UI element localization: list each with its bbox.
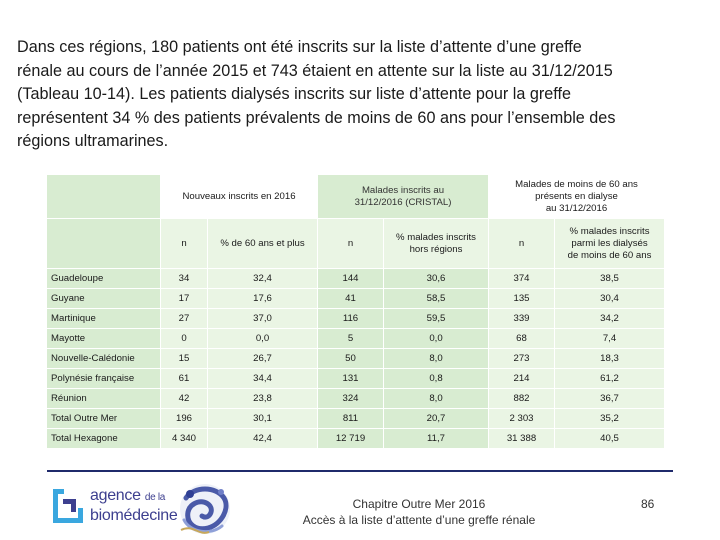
table-cell: 5 — [318, 329, 383, 348]
table-cell: 196 — [161, 409, 207, 428]
table-cell: 116 — [318, 309, 383, 328]
table-cell: 15 — [161, 349, 207, 368]
row-label: Nouvelle-Calédonie — [47, 349, 160, 368]
registration-table — [46, 174, 662, 449]
table-cell: 23,8 — [208, 389, 317, 408]
table-cell: 17 — [161, 289, 207, 308]
group-header-registered: Malades inscrits au 31/12/2016 (CRISTAL) — [318, 175, 488, 218]
table-row — [47, 289, 664, 308]
table-row — [47, 269, 664, 288]
logo-word-biomedecine: biomédecine — [90, 507, 178, 524]
table-cell: 32,4 — [208, 269, 317, 288]
table-cell: 59,5 — [384, 309, 488, 328]
table-cell: 35,2 — [555, 409, 664, 428]
table-cell: 27 — [161, 309, 207, 328]
table-cell: 38,5 — [555, 269, 664, 288]
table-cell: 36,7 — [555, 389, 664, 408]
table-cell: 26,7 — [208, 349, 317, 368]
table-cell: 34,4 — [208, 369, 317, 388]
table-cell: 37,0 — [208, 309, 317, 328]
table-cell: 20,7 — [384, 409, 488, 428]
table-row — [47, 329, 664, 348]
table-cell: 34 — [161, 269, 207, 288]
logo-word-de-la: de la — [144, 492, 166, 503]
logo-mark-icon — [50, 487, 86, 525]
footer-caption — [260, 496, 578, 528]
table-cell: 11,7 — [384, 429, 488, 448]
column-header: n — [318, 219, 383, 268]
agence-biomedecine-logo — [50, 483, 182, 529]
column-header: % malades inscrits hors régions — [384, 219, 488, 268]
intro-line: régions ultramarines. — [17, 132, 169, 150]
table-cell: 40,5 — [555, 429, 664, 448]
table-cell: 131 — [318, 369, 383, 388]
column-header: n — [489, 219, 554, 268]
table-row — [47, 409, 664, 428]
intro-line: Dans ces régions, 180 patients ont été inscrits sur la liste d’attente d’une greffe — [17, 38, 582, 56]
table-cell: 811 — [318, 409, 383, 428]
table-cell: 34,2 — [555, 309, 664, 328]
row-label: Total Hexagone — [47, 429, 160, 448]
table-cell: 12 719 — [318, 429, 383, 448]
intro-line: représentent 34 % des patients prévalents de moins de 60 ans pour l’ensemble des — [17, 108, 616, 127]
group-header-new: Nouveaux inscrits en 2016 — [161, 175, 317, 218]
table-cell: 61 — [161, 369, 207, 388]
column-header: % de 60 ans et plus — [208, 219, 317, 268]
footer-chapter: Chapitre Outre Mer 2016 — [352, 497, 486, 511]
column-header: % malades inscrits parmi les dialysés de moins de 60 ans — [555, 219, 664, 268]
table-row — [47, 389, 664, 408]
table-cell: 7,4 — [555, 329, 664, 348]
table-cell: 2 303 — [489, 409, 554, 428]
table-cell: 882 — [489, 389, 554, 408]
table-row — [47, 369, 664, 388]
row-label: Guyane — [47, 289, 160, 308]
page-number: 86 — [641, 497, 655, 511]
row-label: Polynésie française — [47, 369, 160, 388]
table-cell: 30,1 — [208, 409, 317, 428]
table-cell: 144 — [318, 269, 383, 288]
table-cell: 50 — [318, 349, 383, 368]
footer-title: Accès à la liste d’attente d’une greffe rénale — [302, 513, 536, 527]
table-cell: 135 — [489, 289, 554, 308]
table-cell: 0 — [161, 329, 207, 348]
group-header-under60: Malades de moins de 60 ans présents en dialyse au 31/12/2016 — [489, 175, 664, 218]
table-cell: 8,0 — [384, 349, 488, 368]
table-cell: 0,8 — [384, 369, 488, 388]
table-row — [47, 349, 664, 368]
table-cell: 0,0 — [384, 329, 488, 348]
row-label: Réunion — [47, 389, 160, 408]
table-cell: 8,0 — [384, 389, 488, 408]
table-corner-cell — [47, 219, 160, 268]
intro-paragraph — [17, 36, 707, 154]
table-corner-cell — [47, 175, 160, 218]
footer-divider — [47, 470, 673, 472]
table-cell: 17,6 — [208, 289, 317, 308]
row-label: Mayotte — [47, 329, 160, 348]
table-cell: 18,3 — [555, 349, 664, 368]
logo-word-agence: agence — [90, 487, 141, 504]
row-label: Martinique — [47, 309, 160, 328]
table-cell: 42 — [161, 389, 207, 408]
table-cell: 68 — [489, 329, 554, 348]
table-cell: 324 — [318, 389, 383, 408]
table-cell: 214 — [489, 369, 554, 388]
row-label: Guadeloupe — [47, 269, 160, 288]
table-cell: 273 — [489, 349, 554, 368]
table-sub-header-row — [47, 219, 664, 268]
table-cell: 0,0 — [208, 329, 317, 348]
table-cell: 4 340 — [161, 429, 207, 448]
table-cell: 339 — [489, 309, 554, 328]
table-cell: 30,6 — [384, 269, 488, 288]
table-cell: 41 — [318, 289, 383, 308]
table-cell: 31 388 — [489, 429, 554, 448]
intro-line: (Tableau 10‑14). Les patients dialysés inscrits sur liste d’attente pour la greffe — [17, 85, 571, 103]
table-cell: 374 — [489, 269, 554, 288]
table-row — [47, 429, 664, 448]
spiral-emblem-icon — [176, 480, 234, 538]
table-cell: 42,4 — [208, 429, 317, 448]
table-group-header-row — [47, 175, 664, 218]
intro-line: rénale au cours de l’année 2015 et 743 étaient en attente sur la liste au 31/12/2015 — [17, 61, 613, 80]
table-cell: 61,2 — [555, 369, 664, 388]
column-header: n — [161, 219, 207, 268]
row-label: Total Outre Mer — [47, 409, 160, 428]
table-cell: 58,5 — [384, 289, 488, 308]
table-cell: 30,4 — [555, 289, 664, 308]
table-row — [47, 309, 664, 328]
